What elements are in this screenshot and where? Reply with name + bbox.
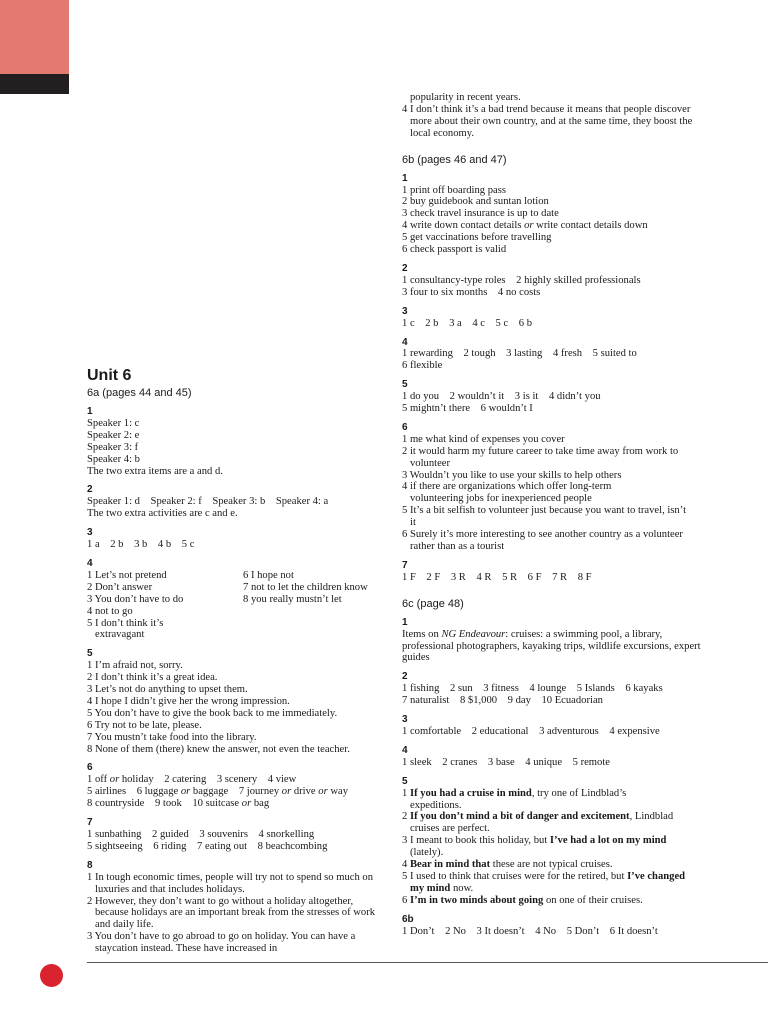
answer-line: 1 comfortable 2 educational 3 adventurous 4 expensive — [402, 725, 660, 737]
answer-line: The two extra items are a and d. — [87, 465, 223, 477]
answers-col-1 — [87, 570, 243, 641]
answer-line: 1 Don’t 2 No 3 It doesn’t 4 No 5 Don’t 6 It doesn’t — [402, 925, 658, 937]
text-run: or — [241, 798, 252, 810]
text-run: Items on — [402, 628, 442, 640]
answer-line: 3 four to six months 4 no costs — [402, 286, 541, 298]
text-run: or — [524, 220, 534, 232]
answer-line: popularity in recent years. — [410, 92, 521, 103]
text-run: holiday 2 catering 3 scenery 4 view — [119, 774, 297, 786]
answer-line: 8 None of them (there) knew the answer, not even the teacher. — [87, 743, 350, 755]
text-run: I’m in two minds about going — [409, 894, 544, 906]
exercise-6a-6 — [87, 762, 387, 810]
text-run: (lately). — [410, 847, 444, 859]
exercise-6b-1 — [402, 173, 702, 256]
exercise-number: 4 — [402, 336, 408, 348]
text-run: 1 off — [87, 774, 110, 786]
answer-line: 3 check travel insurance is up to date — [402, 208, 559, 220]
answer-line: 2 Don’t answer — [87, 581, 153, 593]
exercise-6a-7 — [87, 817, 387, 853]
text-run: 5 I used to think that cruises were for the retired, but — [402, 870, 628, 882]
answers-col-2 — [243, 570, 383, 606]
answer-line: 7 You mustn’t take food into the library. — [87, 731, 257, 743]
text-run: 1 — [402, 787, 410, 799]
answer-line: 1 rewarding 2 tough 3 lasting 4 fresh 5 suited to — [402, 348, 637, 360]
answer-line: 6 I hope not — [243, 569, 294, 581]
text-run: way — [327, 786, 349, 798]
answer-line: 8 you really mustn’t let — [243, 593, 342, 605]
answer-line — [402, 895, 710, 907]
exercise-number: 4 — [87, 557, 93, 569]
answer-line: 6 flexible — [402, 360, 443, 372]
exercise-number: 1 — [87, 406, 93, 417]
exercise-6a-8-continued — [402, 92, 702, 140]
text-run: , try one of Lindblad’s expeditions. — [410, 787, 627, 811]
text-run: 6 — [402, 894, 410, 906]
exercise-number: 6 — [402, 421, 408, 433]
answer-line — [402, 629, 702, 665]
right-column — [402, 92, 702, 944]
answer-line: 1 consultancy-type roles 2 highly skilled professionals — [402, 274, 641, 286]
answer-line: 5 I don’t think it’s extravagant — [87, 617, 164, 641]
exercise-6c-5 — [402, 776, 702, 907]
exercise-number: 7 — [87, 817, 93, 829]
text-run: , Lindblad cruises are perfect. — [410, 811, 674, 835]
answer-line: 6 Surely it’s more interesting to see another country as a volunteer rather than as a tourist — [402, 529, 683, 552]
text-run: I’ve changed my mind — [410, 870, 686, 894]
answer-line: 5 mightn’t there 6 wouldn’t I — [402, 403, 533, 415]
exercise-number: 4 — [402, 744, 408, 756]
text-run: now. — [450, 882, 474, 894]
exercise-6c-3 — [402, 714, 702, 738]
text-run: these are not typical cruises. — [490, 859, 613, 871]
answer-line: The two extra activities are c and e. — [87, 508, 238, 520]
ship-name: NG Endeavour — [441, 628, 506, 640]
exercise-6a-4 — [87, 558, 387, 641]
text-run: or — [281, 786, 292, 798]
answer-line: 5 You don’t have to give the book back to me immediately. — [87, 707, 338, 719]
answer-line: 1 In tough economic times, people will try not to spend so much on luxuries and that includes holidays. — [87, 871, 373, 895]
answer-line: Speaker 1: c — [87, 417, 140, 429]
exercise-number: 5 — [87, 648, 93, 660]
exercise-number: 2 — [87, 484, 93, 496]
exercise-number: 3 — [402, 305, 408, 317]
answer-line: 2 buy guidebook and suntan lotion — [402, 196, 549, 208]
text-run: 8 countryside 9 took 10 suitcase — [87, 798, 242, 810]
section-heading-6c: 6c (page 48) — [402, 597, 464, 610]
text-run: write contact details down — [533, 220, 648, 232]
answer-line — [402, 871, 700, 895]
answer-line — [402, 859, 706, 871]
page-marker-dot — [40, 964, 63, 987]
answer-line — [402, 811, 680, 835]
exercise-6b-6 — [402, 422, 702, 553]
answer-line: 2 However, they don’t want to go without a holiday altogether, because holidays are an important break from the stresses of work and daily life. — [87, 895, 376, 931]
footer-rule — [87, 962, 768, 963]
answer-line — [402, 788, 680, 812]
answer-line: 1 do you 2 wouldn’t it 3 is it 4 didn’t you — [402, 391, 601, 403]
answer-line: 1 F 2 F 3 R 4 R 5 R 6 F 7 R 8 F — [402, 571, 592, 583]
text-run: 4 write down contact details — [402, 220, 525, 232]
exercise-number: 7 — [402, 559, 408, 571]
text-run: 4 — [402, 859, 410, 871]
exercise-6c-1 — [402, 617, 702, 665]
exercise-6c-4 — [402, 745, 702, 769]
answer-line: Speaker 1: d Speaker 2: f Speaker 3: b Speaker 4: a — [87, 496, 329, 508]
exercise-number: 1 — [402, 616, 408, 628]
answer-line: 4 I hope I didn’t give her the wrong impression. — [87, 695, 290, 707]
exercise-number: 5 — [402, 379, 408, 391]
two-column-answers — [87, 570, 387, 641]
text-run: bag — [251, 798, 270, 810]
text-run: I’ve had a lot on my mind — [549, 835, 667, 847]
answer-line: Speaker 3: f — [87, 441, 139, 453]
answer-line — [402, 835, 700, 859]
answer-line: 2 it would harm my future career to take time away from work to volunteer — [402, 445, 679, 469]
answer-line: 1 me what kind of expenses you cover — [402, 433, 565, 445]
text-run: If you don’t mind a bit of danger and excitement — [409, 811, 630, 823]
exercise-6b-7 — [402, 560, 702, 584]
answer-line: 6 check passport is valid — [402, 244, 507, 256]
exercise-6c-2 — [402, 671, 702, 707]
exercise-6a-5 — [87, 648, 387, 755]
section-heading-6a: 6a (pages 44 and 45) — [87, 387, 192, 399]
answer-line: 1 I’m afraid not, sorry. — [87, 660, 183, 672]
exercise-number: 6 — [87, 762, 93, 774]
answer-line — [402, 220, 702, 232]
answer-line: 4 if there are organizations which offer long-term volunteering jobs for inexperienced people — [402, 481, 612, 505]
text-run: or — [109, 774, 120, 786]
exercise-number: 2 — [402, 671, 408, 683]
exercise-6b-2 — [402, 263, 702, 299]
answer-line: 1 a 2 b 3 b 4 b 5 c — [87, 539, 195, 551]
answer-line: 4 I don’t think it’s a bad trend because it means that people discover more about their own country, and at the same time, they boost the local economy. — [402, 103, 693, 139]
text-run: on one of their cruises. — [543, 894, 643, 906]
exercise-number: 8 — [87, 859, 93, 871]
answer-line: Speaker 2: e — [87, 429, 140, 441]
answer-line: 1 sunbathing 2 guided 3 souvenirs 4 snorkelling — [87, 829, 315, 840]
left-column — [87, 366, 387, 962]
corner-accent-block — [0, 0, 69, 74]
answer-line: 5 It’s a bit selfish to volunteer just because you want to travel, isn’t it — [402, 505, 687, 529]
answer-line: 1 Let’s not pretend — [87, 569, 167, 581]
exercise-number: 6b — [402, 913, 414, 925]
answer-line: 6 Try not to be late, please. — [87, 719, 202, 731]
exercise-6c-6b — [402, 914, 702, 938]
corner-dark-bar — [0, 74, 69, 94]
exercise-6b-4 — [402, 337, 702, 373]
text-run: 2 — [402, 811, 410, 823]
exercise-number: 3 — [402, 714, 408, 726]
exercise-6a-3 — [87, 527, 387, 551]
text-run: 5 airlines 6 luggage — [87, 786, 181, 798]
exercise-6b-3 — [402, 306, 702, 330]
text-run: or — [318, 786, 328, 798]
answer-line: 3 You don’t have to do — [87, 593, 184, 605]
answer-line: 7 naturalist 8 $1,000 9 day 10 Ecuadorian — [402, 695, 603, 707]
exercise-number: 2 — [402, 262, 408, 274]
answer-line: 1 print off boarding pass — [402, 184, 506, 196]
answer-line — [87, 786, 387, 798]
answer-line: 3 Wouldn’t you like to use your skills to help others — [402, 469, 622, 481]
text-run: or — [180, 786, 191, 798]
section-heading-6b: 6b (pages 46 and 47) — [402, 153, 507, 166]
answer-line: 1 c 2 b 3 a 4 c 5 c 6 b — [402, 317, 533, 329]
answer-line: 1 fishing 2 sun 3 fitness 4 lounge 5 Islands 6 kayaks — [402, 683, 663, 695]
exercise-6a-8 — [87, 860, 387, 955]
answer-line: Speaker 4: b — [87, 453, 140, 465]
text-run: Bear in mind that — [409, 859, 491, 871]
answer-line — [87, 798, 387, 810]
answer-line: 7 not to let the children know — [243, 581, 368, 593]
answer-line: 5 get vaccinations before travelling — [402, 232, 552, 244]
answer-line: 3 Let’s not do anything to upset them. — [87, 684, 248, 696]
text-run: drive — [291, 786, 319, 798]
answer-line: 1 sleek 2 cranes 3 base 4 unique 5 remote — [402, 756, 610, 768]
answer-line: 3 You don’t have to go abroad to go on holiday. You can have a staycation instead. These have increased in — [87, 931, 356, 955]
answer-line: 4 not to go — [87, 605, 133, 617]
text-run: : cruises: a swimming pool, a library, professional photographers, kayaking trips, wildlife excursions, expert guides — [402, 628, 701, 664]
text-run: baggage 7 journey — [190, 786, 282, 798]
answer-line: 2 I don’t think it’s a great idea. — [87, 672, 218, 684]
text-run: If you had a cruise in mind — [409, 787, 532, 799]
answer-line: 5 sightseeing 6 riding 7 eating out 8 beachcombing — [87, 840, 328, 852]
exercise-number: 1 — [402, 172, 408, 184]
exercise-number: 5 — [402, 775, 408, 787]
exercise-6a-2 — [87, 484, 387, 520]
exercise-number: 3 — [87, 527, 93, 539]
exercise-6a-1 — [87, 406, 387, 477]
text-run: 3 I meant to book this holiday, but — [402, 835, 550, 847]
answer-line — [87, 774, 387, 786]
exercise-6b-5 — [402, 379, 702, 415]
unit-title: Unit 6 — [87, 367, 132, 384]
